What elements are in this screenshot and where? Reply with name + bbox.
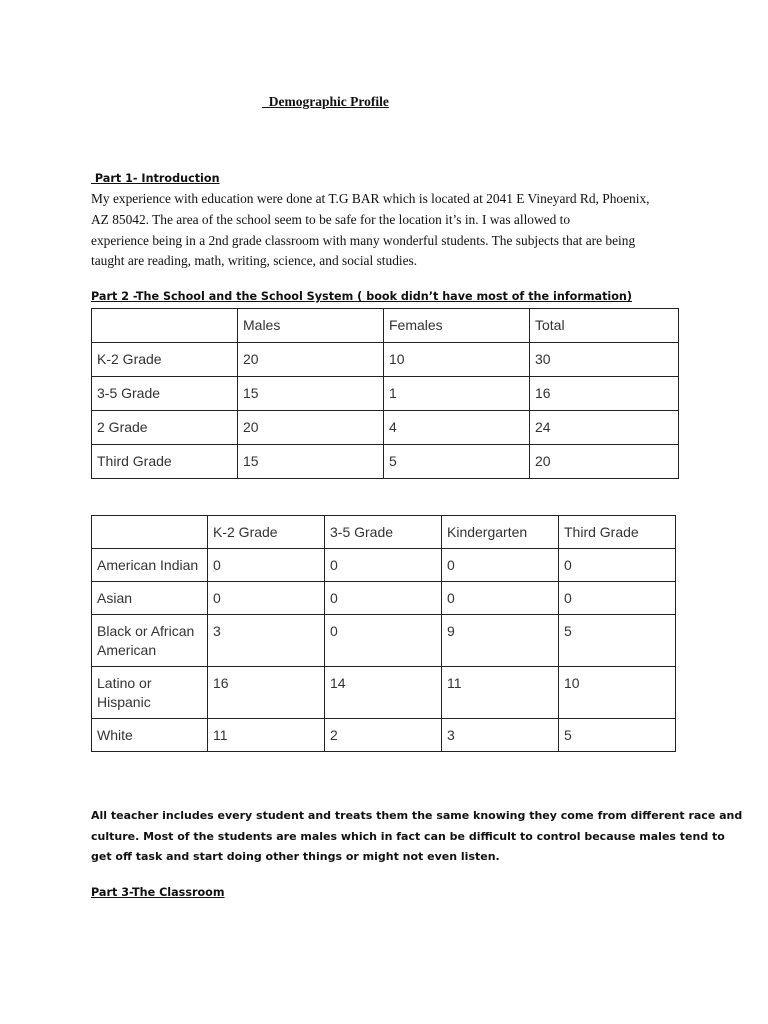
part2-closing-paragraph [91, 806, 743, 868]
table-cell: 11 [208, 719, 325, 752]
table-cell: 0 [208, 549, 325, 582]
table-cell: 4 [384, 411, 530, 445]
table-cell: 0 [208, 582, 325, 615]
table-cell: 2 Grade [92, 411, 238, 445]
table-cell: 30 [530, 343, 679, 377]
document-title: Demographic Profile [262, 94, 389, 109]
table-row [92, 719, 676, 752]
table-cell: 15 [238, 445, 384, 479]
intro-line: taught are reading, math, writing, science, and social studies. [91, 253, 418, 269]
table-row [92, 411, 679, 445]
ethnicity-table [91, 515, 676, 752]
table-cell: American Indian [92, 549, 208, 582]
table-cell [92, 309, 238, 343]
part3-heading: Part 3-The Classroom [91, 886, 225, 899]
table-cell: Third Grade [559, 516, 676, 549]
part1-heading: Part 1- Introduction [91, 172, 220, 185]
table-cell: 16 [530, 377, 679, 411]
table-cell: 0 [442, 582, 559, 615]
table-cell: 10 [384, 343, 530, 377]
table-cell: 0 [325, 549, 442, 582]
table-cell: 14 [325, 667, 442, 719]
table-cell: 5 [559, 719, 676, 752]
table-cell: 0 [442, 549, 559, 582]
table-cell: K-2 Grade [208, 516, 325, 549]
table-cell: 0 [559, 582, 676, 615]
closing-line: All teacher includes every student and treats them the same knowing they come from different race and [91, 809, 743, 822]
table-cell: 24 [530, 411, 679, 445]
part2-heading: Part 2 -The School and the School System ( book didn’t have most of the information) [91, 290, 633, 303]
table-cell: 0 [325, 582, 442, 615]
table-cell: 5 [384, 445, 530, 479]
table-cell: 10 [559, 667, 676, 719]
intro-line: AZ 85042. The area of the school seem to be safe for the location it’s in. I was allowed to [91, 211, 571, 227]
intro-line: experience being in a 2nd grade classroom with many wonderful students. The subjects that are being [91, 232, 636, 248]
table-cell: Black or African American [92, 615, 208, 667]
table-cell: 11 [442, 667, 559, 719]
table-row [92, 582, 676, 615]
table-row [92, 549, 676, 582]
table-cell: 20 [238, 411, 384, 445]
table-row [92, 343, 679, 377]
table-cell: 20 [238, 343, 384, 377]
table-cell [92, 516, 208, 549]
table-cell: Third Grade [92, 445, 238, 479]
table-cell: Asian [92, 582, 208, 615]
table-cell: 9 [442, 615, 559, 667]
table-cell: 16 [208, 667, 325, 719]
table-cell: Females [384, 309, 530, 343]
closing-line: culture. Most of the students are males which in fact can be difficult to control because males tend to [91, 829, 725, 843]
table-cell: 3 [208, 615, 325, 667]
part1-introduction-paragraph [91, 189, 681, 272]
table-cell: Kindergarten [442, 516, 559, 549]
table-cell: K-2 Grade [92, 343, 238, 377]
table-cell: 0 [325, 615, 442, 667]
table-cell: 3-5 Grade [92, 377, 238, 411]
table-cell: Latino or Hispanic [92, 667, 208, 719]
table-row [92, 377, 679, 411]
table-cell: 5 [559, 615, 676, 667]
gender-table [91, 308, 679, 479]
table-row [92, 445, 679, 479]
table-cell: 20 [530, 445, 679, 479]
table-cell: White [92, 719, 208, 752]
intro-line: My experience with education were done at T.G BAR which is located at 2041 E Vineyard Rd, Phoenix, [91, 191, 650, 206]
table-header-row [92, 309, 679, 343]
table-cell: 15 [238, 377, 384, 411]
table-cell: 1 [384, 377, 530, 411]
table-cell: 3 [442, 719, 559, 752]
table-header-row [92, 516, 676, 549]
table-cell: 2 [325, 719, 442, 752]
table-cell: Males [238, 309, 384, 343]
table-row [92, 615, 676, 667]
table-cell: Total [530, 309, 679, 343]
closing-line: get off task and start doing other things or might not even listen. [91, 850, 500, 863]
table-row [92, 667, 676, 719]
table-cell: 3-5 Grade [325, 516, 442, 549]
table-cell: 0 [559, 549, 676, 582]
